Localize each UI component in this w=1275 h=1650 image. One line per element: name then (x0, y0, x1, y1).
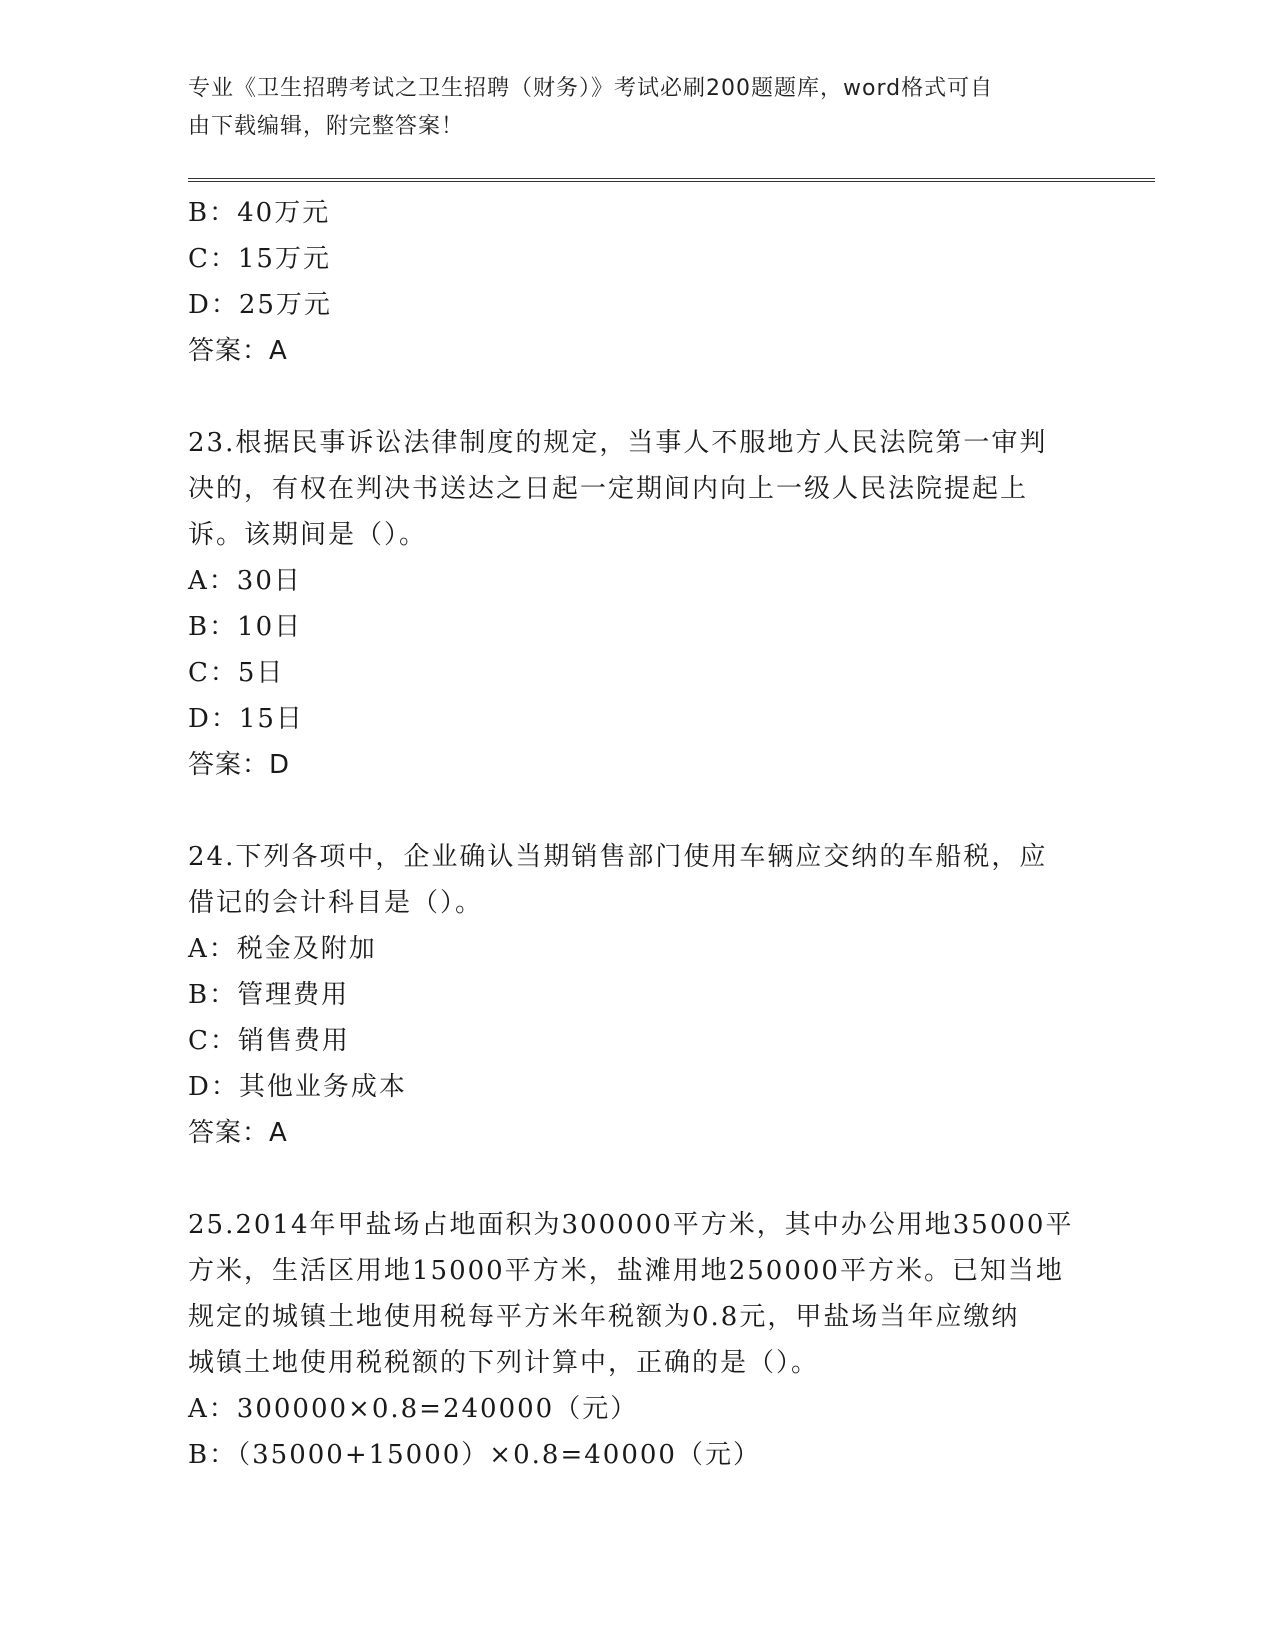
option-d: D：15日 (188, 704, 304, 734)
option-a: A：税金及附加 (188, 934, 377, 964)
question-text-line: 决的，有权在判决书送达之日起一定期间内向上一级人民法院提起上 (188, 474, 1029, 504)
question-text-line: 诉。该期间是（）。 (188, 520, 428, 550)
spacer (188, 788, 1088, 834)
option-b: B：管理费用 (188, 980, 350, 1010)
question-text-line: 规定的城镇土地使用税每平方米年税额为0.8元，甲盐场当年应缴纳 (188, 1302, 1020, 1332)
question-text-line: 借记的会计科目是（）。 (188, 888, 484, 918)
question-text-line: 方米，生活区用地15000平方米，盐滩用地250000平方米。已知当地 (188, 1256, 1064, 1286)
spacer (188, 374, 1088, 420)
header-line-1: 专业《卫生招聘考试之卫生招聘（财务）》考试必刷200题题库，word格式可自 (188, 76, 994, 101)
question-text-line: 23.根据民事诉讼法律制度的规定，当事人不服地方人民法院第一审判 (188, 428, 1048, 458)
option-c: C：销售费用 (188, 1026, 350, 1056)
question-text-line: 25.2014年甲盐场占地面积为300000平方米，其中办公用地35000平 (188, 1210, 1074, 1240)
option-c: C：15万元 (188, 244, 331, 274)
question-text-line: 城镇土地使用税税额的下列计算中，正确的是（）。 (188, 1348, 820, 1378)
option-a: A：30日 (188, 566, 302, 596)
question-23 (188, 420, 1088, 788)
option-c: C：5日 (188, 658, 285, 688)
prev-question-options (188, 190, 1088, 328)
question-24 (188, 834, 1088, 1156)
option-d: D：25万元 (188, 290, 332, 320)
question-answer: 答案：A (188, 1118, 288, 1148)
option-b: B：（35000+15000）×0.8=40000（元） (188, 1440, 761, 1470)
option-d: D：其他业务成本 (188, 1072, 407, 1102)
question-text-line: 24.下列各项中，企业确认当期销售部门使用车辆应交纳的车船税，应 (188, 842, 1048, 872)
question-answer: 答案：D (188, 750, 291, 780)
header-line-2: 由下载编辑，附完整答案！ (188, 114, 465, 139)
prev-question-answer: 答案：A (188, 336, 288, 366)
question-25 (188, 1202, 1088, 1478)
option-b: B：10日 (188, 612, 303, 642)
page-header (188, 70, 1068, 146)
header-divider (188, 178, 1155, 182)
option-b: B：40万元 (188, 198, 331, 228)
option-a: A：300000×0.8=240000（元） (188, 1394, 639, 1424)
question-content (188, 190, 1088, 1478)
spacer (188, 1156, 1088, 1202)
